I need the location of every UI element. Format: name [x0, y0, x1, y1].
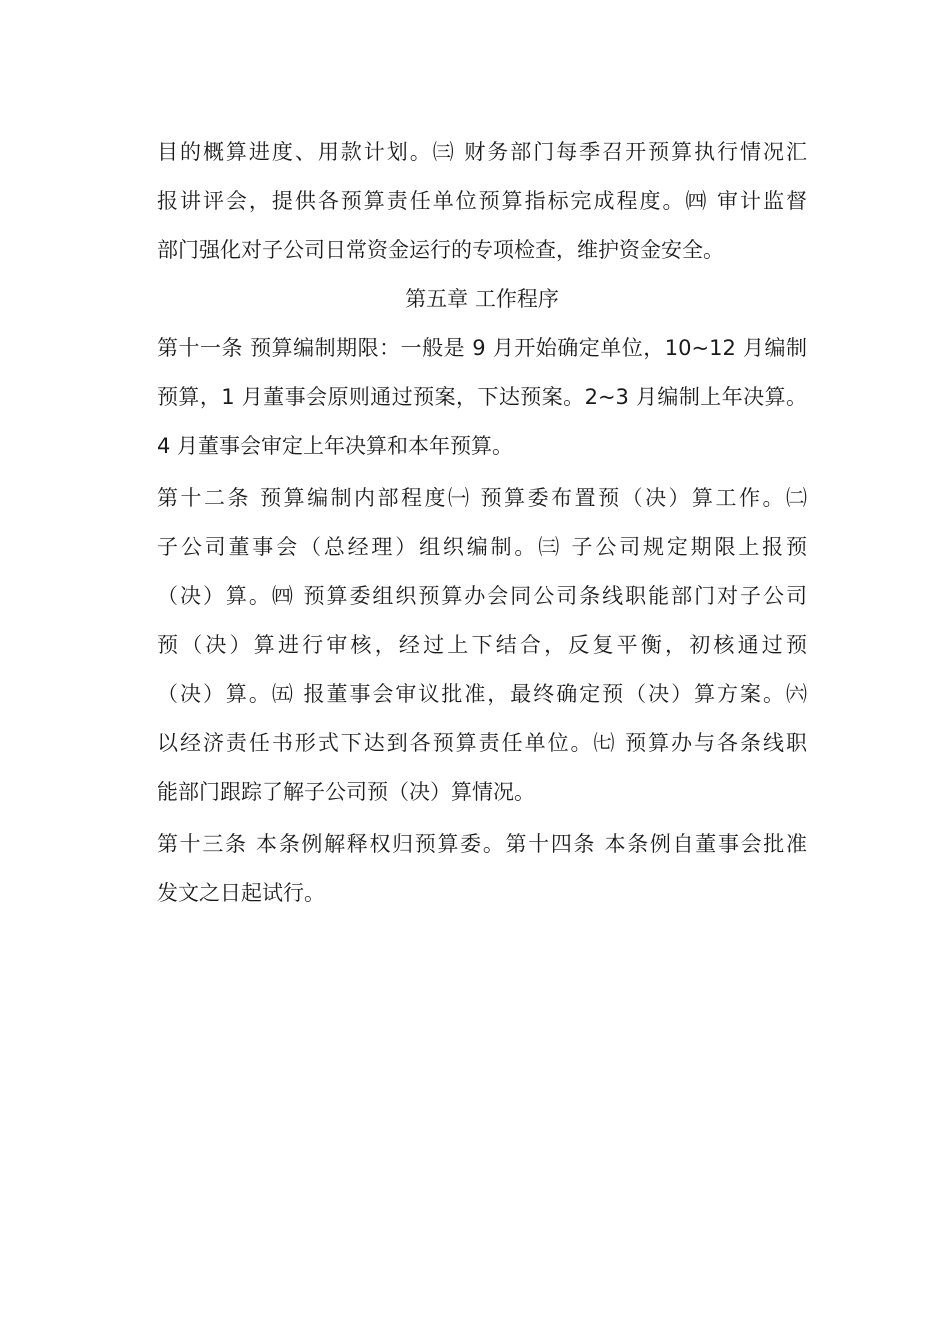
paragraph-chapter4-continued — [157, 128, 807, 275]
text-line: （决）算。㈤ 报董事会审议批准，最终确定预（决）算方案。㈥ — [157, 682, 807, 706]
text-line: 预算，1 月董事会原则通过预案，下达预案。2~3 月编制上年决算。 — [157, 385, 807, 409]
text-line: 发文之日起试行。 — [157, 881, 325, 905]
document-body — [157, 128, 807, 918]
text-line: 子公司董事会（总经理）组织编制。㈢ 子公司规定期限上报预 — [157, 535, 807, 559]
text-line: 预（决）算进行审核，经过上下结合，反复平衡，初核通过预 — [157, 633, 807, 657]
article-13-14 — [157, 820, 807, 918]
text-line: 第十二条 预算编制内部程度㈠ 预算委布置预（决）算工作。㈡ — [157, 486, 807, 510]
text-line: 第十三条 本条例解释权归预算委。第十四条 本条例自董事会批准 — [157, 832, 807, 856]
text-line: 以经济责任书形式下达到各预算责任单位。㈦ 预算办与各条线职 — [157, 731, 807, 755]
text-line: 4 月董事会审定上年决算和本年预算。 — [157, 434, 514, 458]
text-line: 第十一条 预算编制期限：一般是 9 月开始确定单位，10~12 月编制 — [157, 336, 807, 360]
text-line: 部门强化对子公司日常资金运行的专项检查，维护资金安全。 — [157, 238, 724, 262]
article-11 — [157, 324, 807, 471]
text-line: （决）算。㈣ 预算委组织预算办会同公司条线职能部门对子公司 — [157, 584, 807, 608]
article-12 — [157, 474, 807, 817]
text-line: 能部门跟踪了解子公司预（决）算情况。 — [157, 780, 535, 804]
chapter-title: 第五章 工作程序 — [405, 287, 559, 311]
text-line: 报讲评会，提供各预算责任单位预算指标完成程度。㈣ 审计监督 — [157, 189, 807, 213]
text-line: 目的概算进度、用款计划。㈢ 财务部门每季召开预算执行情况汇 — [157, 140, 807, 164]
